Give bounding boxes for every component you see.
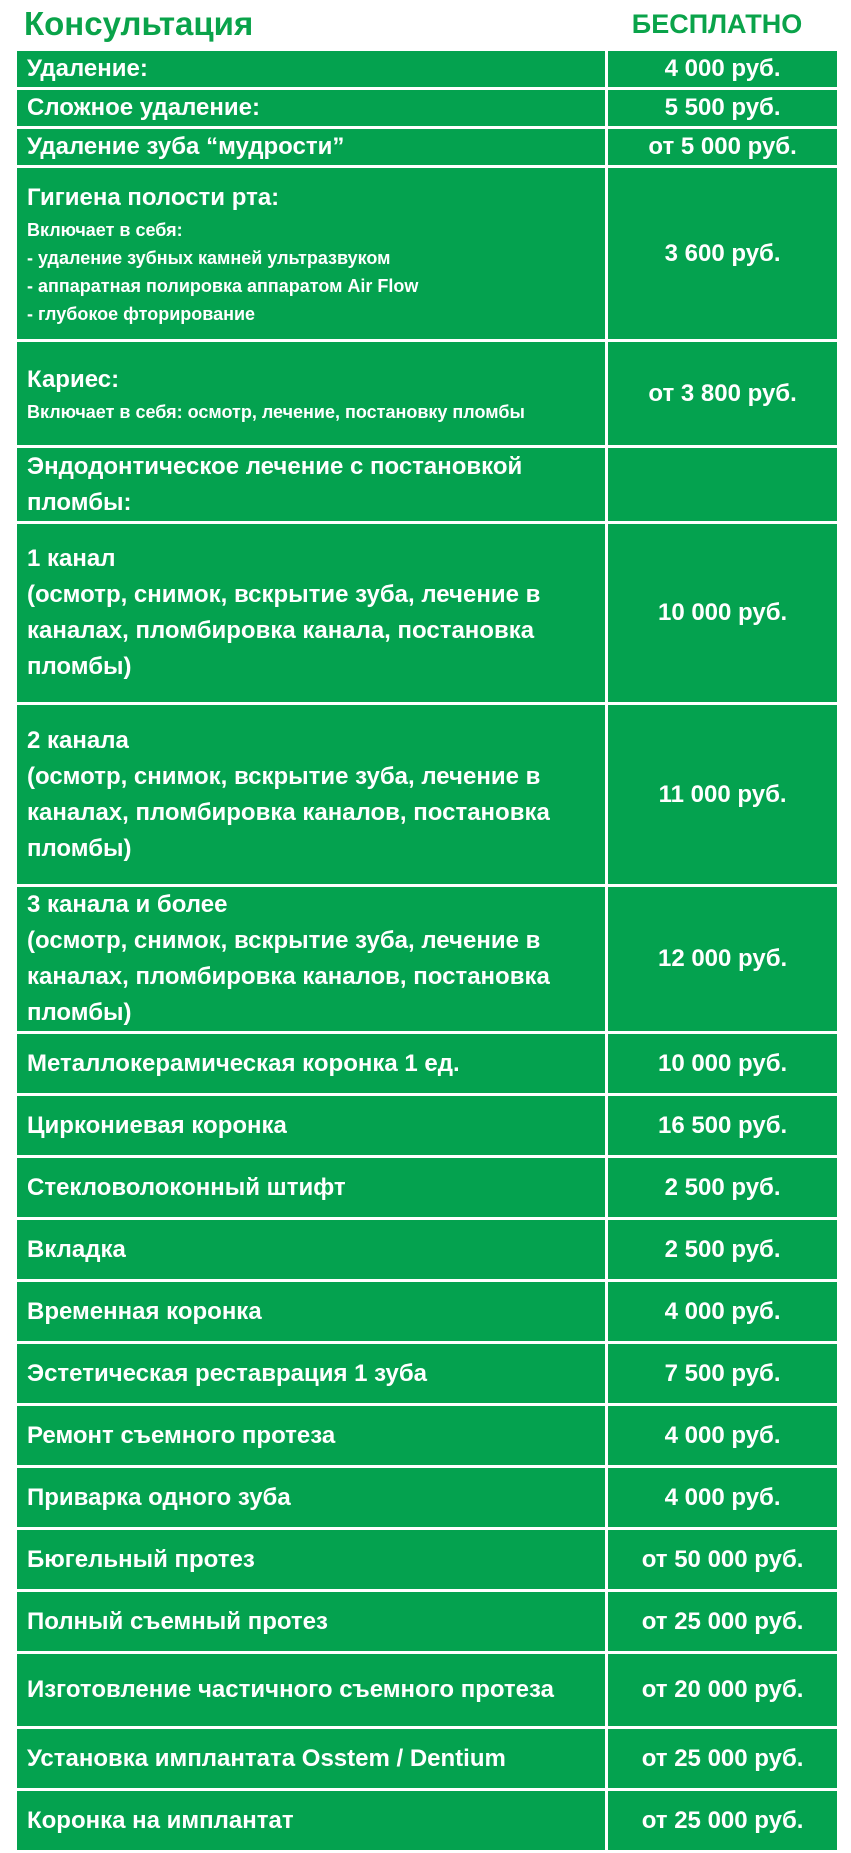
- table-row: [16, 167, 839, 341]
- service-name: Временная коронка: [16, 1281, 607, 1343]
- table-row: [16, 1157, 839, 1219]
- service-price: от 3 800 руб.: [607, 341, 839, 447]
- service-detail: - глубокое фторирование: [27, 303, 256, 324]
- service-cell: [16, 704, 607, 886]
- service-detail: Включает в себя: осмотр, лечение, постановку пломбы: [27, 401, 525, 422]
- consultation-title: Консультация: [24, 5, 254, 42]
- service-description: (осмотр, снимок, вскрытие зуба, лечение в каналах, пломбировка каналов, постановка пломбы): [27, 927, 550, 1026]
- service-price: от 25 000 руб.: [607, 1790, 839, 1852]
- service-price: 4 000 руб.: [607, 1405, 839, 1467]
- table-row: [16, 1591, 839, 1653]
- service-name: Сложное удаление:: [16, 89, 607, 128]
- service-price: 5 500 руб.: [607, 89, 839, 128]
- service-name: Кариес:: [27, 365, 120, 393]
- service-name: 2 канала: [27, 726, 129, 754]
- service-detail: Включает в себя:: [27, 219, 183, 240]
- service-price: 2 500 руб.: [607, 1219, 839, 1281]
- service-name: Приварка одного зуба: [16, 1467, 607, 1529]
- service-name: Изготовление частичного съемного протеза: [16, 1653, 607, 1728]
- service-price: от 5 000 руб.: [607, 128, 839, 167]
- service-name: Эндодонтическое лечение с постановкой пломбы:: [16, 447, 607, 523]
- service-detail: - аппаратная полировка аппаратом Air Flow: [27, 275, 419, 296]
- service-price: 12 000 руб.: [607, 886, 839, 1033]
- service-name: 1 канал: [27, 545, 116, 572]
- service-cell: [16, 167, 607, 341]
- table-row: [16, 447, 839, 523]
- service-cell: [16, 523, 607, 704]
- service-price: 10 000 руб.: [607, 1033, 839, 1095]
- service-price: 10 000 руб.: [607, 523, 839, 704]
- service-name: Стекловолоконный штифт: [16, 1157, 607, 1219]
- service-detail: - удаление зубных камней ультразвуком: [27, 247, 391, 268]
- service-price: [607, 447, 839, 523]
- table-row: [16, 1095, 839, 1157]
- service-cell: [16, 341, 607, 447]
- consultation-header: [0, 0, 851, 48]
- table-row: [16, 1467, 839, 1529]
- service-price: 3 600 руб.: [607, 167, 839, 341]
- table-row: [16, 1653, 839, 1728]
- table-row: [16, 523, 839, 704]
- table-row: [16, 1219, 839, 1281]
- service-name: Вкладка: [16, 1219, 607, 1281]
- table-row: [16, 89, 839, 128]
- service-price: от 25 000 руб.: [607, 1591, 839, 1653]
- service-price: 4 000 руб.: [607, 1467, 839, 1529]
- service-name: 3 канала и более: [27, 891, 228, 918]
- table-row: [16, 341, 839, 447]
- service-price: от 25 000 руб.: [607, 1728, 839, 1790]
- table-row: [16, 1405, 839, 1467]
- service-description: (осмотр, снимок, вскрытие зуба, лечение в каналах, пломбировка канала, постановка пломбы): [27, 581, 541, 680]
- service-description: (осмотр, снимок, вскрытие зуба, лечение в каналах, пломбировка каналов, постановка пломбы): [27, 762, 550, 862]
- table-row: [16, 1728, 839, 1790]
- service-name: Коронка на имплантат: [16, 1790, 607, 1852]
- service-name: Эстетическая реставрация 1 зуба: [16, 1343, 607, 1405]
- service-price: 16 500 руб.: [607, 1095, 839, 1157]
- service-name: Удаление:: [16, 50, 607, 89]
- table-row: [16, 1790, 839, 1852]
- service-price: 4 000 руб.: [607, 1281, 839, 1343]
- service-name: Гигиена полости рта:: [27, 183, 280, 211]
- service-price: 11 000 руб.: [607, 704, 839, 886]
- service-name: Удаление зуба “мудрости”: [16, 128, 607, 167]
- table-row: [16, 1281, 839, 1343]
- service-price: 4 000 руб.: [607, 50, 839, 89]
- table-row: [16, 1033, 839, 1095]
- table-row: [16, 1343, 839, 1405]
- service-price: 7 500 руб.: [607, 1343, 839, 1405]
- service-name: Металлокерамическая коронка 1 ед.: [16, 1033, 607, 1095]
- table-row: [16, 1529, 839, 1591]
- table-row: [16, 50, 839, 89]
- price-table: [14, 48, 840, 1853]
- service-cell: [16, 886, 607, 1033]
- service-name: Бюгельный протез: [16, 1529, 607, 1591]
- table-row: [16, 886, 839, 1033]
- service-name: Циркониевая коронка: [16, 1095, 607, 1157]
- table-row: [16, 128, 839, 167]
- service-name: Полный съемный протез: [16, 1591, 607, 1653]
- service-price: от 20 000 руб.: [607, 1653, 839, 1728]
- service-price: 2 500 руб.: [607, 1157, 839, 1219]
- table-row: [16, 704, 839, 886]
- service-name: Ремонт съемного протеза: [16, 1405, 607, 1467]
- service-price: от 50 000 руб.: [607, 1529, 839, 1591]
- service-name: Установка имплантата Osstem / Dentium: [16, 1728, 607, 1790]
- consultation-price: БЕСПЛАТНО: [631, 9, 803, 39]
